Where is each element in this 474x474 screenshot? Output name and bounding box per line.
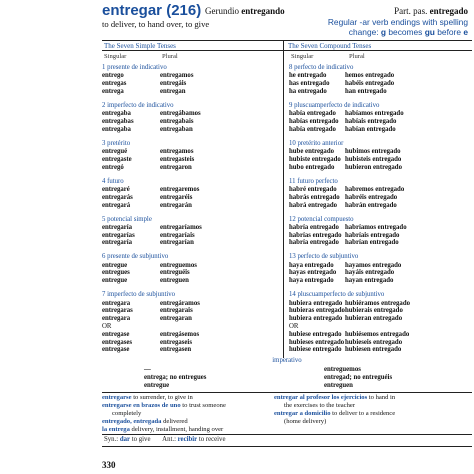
singular-form: entregases bbox=[102, 338, 133, 346]
singular-form: entregó bbox=[102, 163, 124, 171]
conjugation-row bbox=[289, 262, 465, 270]
plural-form: habríamos entregado bbox=[345, 223, 407, 231]
plural-form: hubieran entregado bbox=[345, 315, 403, 323]
singular-form: entregas bbox=[102, 80, 127, 88]
plural-form: habíamos entregado bbox=[345, 110, 404, 118]
conjugation-row bbox=[289, 315, 465, 323]
plural-form: habríais entregado bbox=[345, 231, 400, 239]
imperative-singular-1: — bbox=[144, 366, 151, 373]
plural-form: hubimos entregado bbox=[345, 148, 401, 156]
singular-form: entrego bbox=[102, 72, 124, 80]
conjugation-row bbox=[102, 232, 278, 240]
singular-form: he entregado bbox=[289, 72, 327, 80]
conjugation-row bbox=[102, 72, 278, 80]
imperative-section bbox=[102, 357, 472, 393]
simple-tenses-column bbox=[102, 64, 278, 360]
past-participle-value: entregado bbox=[429, 6, 468, 16]
singular-form: hubo entregado bbox=[289, 163, 335, 171]
tense-name: 10 pretérito anterior bbox=[289, 139, 344, 147]
conjugation-row bbox=[289, 239, 465, 247]
plural-form: entreguemos bbox=[160, 261, 197, 269]
singular-form: habrías entregado bbox=[289, 231, 342, 239]
conjugation-row bbox=[289, 80, 465, 88]
conjugation-row bbox=[289, 346, 465, 354]
conjugation-row bbox=[289, 186, 465, 194]
conjugation-row bbox=[289, 88, 465, 96]
conjugation-row bbox=[289, 307, 465, 315]
plural-form: hubiesen entregado bbox=[345, 346, 402, 354]
singular-form: entregaba bbox=[102, 125, 131, 133]
singular-form: entregase bbox=[102, 330, 130, 338]
grid-top-rule bbox=[102, 40, 472, 41]
or-label: OR bbox=[289, 322, 299, 330]
imperative-plural-3: entreguen bbox=[324, 382, 353, 389]
plural-form: entregamos bbox=[160, 148, 194, 156]
compound-tenses-heading: The Seven Compound Tenses bbox=[288, 42, 372, 50]
simple-tense-4 bbox=[102, 178, 278, 210]
singular-form: hubieses entregado bbox=[289, 338, 345, 346]
plural-form: entregabais bbox=[160, 117, 194, 125]
past-participle-label: Part. pas. bbox=[394, 6, 428, 16]
conjugation-row bbox=[102, 110, 278, 118]
compound-tense-3 bbox=[289, 140, 465, 172]
phrase-1: entregarse to surrender, to give in bbox=[102, 394, 193, 401]
imperative-singular-2: entrega; no entregues bbox=[144, 374, 207, 381]
conjugation-row bbox=[289, 339, 465, 347]
singular-form: habrá entregado bbox=[289, 201, 338, 209]
plural-form: entregaríamos bbox=[160, 223, 202, 231]
conjugation-row bbox=[102, 331, 278, 339]
singular-form: entregara bbox=[102, 299, 131, 307]
plural-form: entregáramos bbox=[160, 299, 200, 307]
gerund-label: Gerundio bbox=[205, 6, 239, 16]
compound-singular-label: Singular bbox=[291, 53, 314, 60]
singular-form: has entregado bbox=[289, 80, 330, 88]
imperative-plural-2: entregad; no entreguéis bbox=[324, 374, 393, 381]
singular-form: habías entregado bbox=[289, 117, 339, 125]
imperative-plural-1: entreguemos bbox=[324, 366, 361, 373]
antonym: Ant.: recibir to receive bbox=[162, 436, 226, 443]
singular-form: había entregado bbox=[289, 110, 336, 118]
plural-form: habíais entregado bbox=[345, 117, 397, 125]
singular-form: hubiese entregado bbox=[289, 330, 342, 338]
singular-form: habrás entregado bbox=[289, 193, 340, 201]
compound-tense-5 bbox=[289, 216, 465, 248]
singular-form: entrega bbox=[102, 87, 124, 95]
singular-form: habría entregado bbox=[289, 239, 339, 247]
conjugation-row bbox=[289, 126, 465, 134]
plural-form: entregaseis bbox=[160, 338, 192, 346]
synonym: Syn.: dar to give bbox=[104, 436, 151, 443]
plural-form: entreguen bbox=[160, 277, 189, 285]
simple-tense-3 bbox=[102, 140, 278, 172]
verb-number: (216) bbox=[166, 2, 202, 19]
plural-form: entregáis bbox=[160, 80, 187, 88]
tense-name: 7 imperfecto de subjuntivo bbox=[102, 291, 176, 299]
singular-form: entregase bbox=[102, 346, 130, 354]
plural-form: entregarais bbox=[160, 307, 193, 315]
tense-name: 1 presente de indicativo bbox=[102, 64, 167, 71]
plural-form: entregarían bbox=[160, 239, 194, 247]
compound-tense-7 bbox=[289, 291, 465, 354]
tense-name: 8 perfecto de indicativo bbox=[289, 64, 354, 71]
plural-form: habremos entregado bbox=[345, 185, 405, 193]
plural-form: entregaron bbox=[160, 163, 192, 171]
conjugation-row bbox=[102, 224, 278, 232]
conjugation-row bbox=[289, 269, 465, 277]
singular-form: entregabas bbox=[102, 117, 134, 125]
plural-form: hayáis entregado bbox=[345, 269, 395, 277]
conjugation-row bbox=[102, 262, 278, 270]
singular-form: entregarías bbox=[102, 231, 135, 239]
plural-form: hayamos entregado bbox=[345, 261, 402, 269]
singular-form: hube entregado bbox=[289, 148, 335, 156]
tense-name: 9 pluscuamperfecto de indicativo bbox=[289, 101, 380, 109]
compound-tense-4 bbox=[289, 178, 465, 210]
singular-form: entregue bbox=[102, 277, 128, 285]
compound-tense-1 bbox=[289, 64, 465, 96]
tense-name: 5 potencial simple bbox=[102, 215, 152, 223]
conjugation-row bbox=[102, 118, 278, 126]
plural-form: entregaríais bbox=[160, 231, 195, 239]
gerund bbox=[205, 6, 285, 16]
plural-form: entregan bbox=[160, 87, 186, 95]
compound-tense-2 bbox=[289, 102, 465, 134]
simple-tense-5 bbox=[102, 216, 278, 248]
plural-form: entregábamos bbox=[160, 110, 201, 118]
phrase-2-continued: completely bbox=[112, 410, 142, 417]
plural-form: habrían entregado bbox=[345, 239, 399, 247]
phrase-5-continued: the exercises to the teacher bbox=[284, 402, 356, 409]
conjugation-row bbox=[289, 277, 465, 285]
singular-form: entregues bbox=[102, 269, 130, 277]
conjugation-row bbox=[289, 232, 465, 240]
conjugation-row bbox=[289, 224, 465, 232]
imperative-singular-3: entregue bbox=[144, 382, 170, 389]
conjugation-row bbox=[289, 300, 465, 308]
plural-form: habréis entregado bbox=[345, 193, 398, 201]
singular-form: entregue bbox=[102, 261, 128, 269]
singular-form: entregará bbox=[102, 201, 131, 209]
plural-form: hubieron entregado bbox=[345, 163, 402, 171]
singular-form: hubiese entregado bbox=[289, 346, 342, 354]
phrase-3: entregado, entregada delivered bbox=[102, 418, 188, 425]
conjugation-row bbox=[289, 156, 465, 164]
tense-name: 11 futuro perfecto bbox=[289, 177, 338, 185]
plural-form: entreguéis bbox=[160, 269, 190, 277]
conjugation-row bbox=[102, 88, 278, 96]
synonym-antonym-line bbox=[102, 436, 472, 446]
simple-plural-label: Plural bbox=[162, 53, 178, 60]
synonym-bottom-rule bbox=[102, 446, 472, 447]
imperative-title: imperativo bbox=[272, 357, 302, 364]
phrase-2: entregarse en brazos de uno to trust someone bbox=[102, 402, 226, 409]
plural-form: entregásemos bbox=[160, 330, 200, 338]
plural-form: entregaremos bbox=[160, 185, 200, 193]
conjugation-row bbox=[289, 202, 465, 210]
singular-form: entregaré bbox=[102, 185, 130, 193]
plural-form: entregamos bbox=[160, 72, 194, 80]
singular-form: entregué bbox=[102, 148, 128, 156]
conjugation-row bbox=[289, 164, 465, 172]
conjugation-row bbox=[102, 339, 278, 347]
plural-form: hubisteis entregado bbox=[345, 155, 402, 163]
related-phrases bbox=[102, 393, 472, 435]
conjugation-row bbox=[102, 277, 278, 285]
synonym-top-rule bbox=[102, 434, 472, 435]
phrase-6-continued: (home delivery) bbox=[284, 418, 327, 425]
plural-form: habrán entregado bbox=[345, 201, 397, 209]
plural-form: hubierais entregado bbox=[345, 307, 403, 315]
plural-form: han entregado bbox=[345, 87, 387, 95]
tense-name: 12 potencial compuesto bbox=[289, 215, 354, 223]
tense-name: 3 pretérito bbox=[102, 139, 131, 147]
singular-form: entregaba bbox=[102, 110, 131, 118]
heading-rule bbox=[102, 50, 472, 51]
conjugation-row bbox=[102, 307, 278, 315]
tense-grid bbox=[102, 40, 472, 358]
plural-form: hubiésemos entregado bbox=[345, 330, 410, 338]
singular-form: haya entregado bbox=[289, 261, 334, 269]
conjugation-row bbox=[289, 72, 465, 80]
conjugation-row bbox=[102, 164, 278, 172]
conjugation-row bbox=[102, 202, 278, 210]
singular-form: entregaras bbox=[102, 307, 133, 315]
conjugation-row bbox=[102, 269, 278, 277]
column-divider bbox=[283, 40, 284, 358]
simple-tense-2 bbox=[102, 102, 278, 134]
compound-plural-label: Plural bbox=[349, 53, 365, 60]
conjugation-row bbox=[102, 300, 278, 308]
plural-form: hubiéramos entregado bbox=[345, 299, 411, 307]
singular-form: hubiera entregado bbox=[289, 299, 343, 307]
singular-form: hubiera entregado bbox=[289, 315, 343, 323]
gerund-value: entregando bbox=[241, 6, 285, 16]
singular-form: ha entregado bbox=[289, 87, 327, 95]
simple-tense-1 bbox=[102, 64, 278, 96]
plural-form: hayan entregado bbox=[345, 277, 394, 285]
conjugation-row bbox=[289, 148, 465, 156]
page-number: 330 bbox=[102, 460, 116, 470]
plural-form: entregasteis bbox=[160, 155, 195, 163]
conjugation-row bbox=[102, 346, 278, 354]
phrases-top-rule bbox=[102, 392, 472, 393]
singular-form: habré entregado bbox=[289, 185, 337, 193]
plural-form: entregaban bbox=[160, 125, 193, 133]
conjugation-row bbox=[289, 331, 465, 339]
conjugation-rule bbox=[298, 17, 468, 37]
tense-name: 6 presente de subjuntivo bbox=[102, 253, 169, 261]
verb-title bbox=[102, 2, 201, 19]
singular-form: haya entregado bbox=[289, 277, 334, 285]
verb-infinitive: entregar bbox=[102, 2, 163, 19]
singular-form: entregaría bbox=[102, 239, 133, 247]
plural-form: entregarán bbox=[160, 201, 192, 209]
past-participle bbox=[394, 6, 468, 16]
singular-form: entregaste bbox=[102, 155, 132, 163]
plural-form: entregaréis bbox=[160, 193, 193, 201]
compound-tenses-column bbox=[289, 64, 465, 360]
singular-form: habría entregado bbox=[289, 223, 339, 231]
conjugation-row bbox=[102, 148, 278, 156]
tense-name: 4 futuro bbox=[102, 177, 124, 185]
plural-form: entregaran bbox=[160, 315, 192, 323]
conjugation-row bbox=[102, 194, 278, 202]
simple-tenses-heading: The Seven Simple Tenses bbox=[104, 42, 176, 50]
verb-meaning: to deliver, to hand over, to give bbox=[102, 19, 210, 29]
singular-form: hubiste entregado bbox=[289, 155, 341, 163]
conjugation-row bbox=[289, 110, 465, 118]
phrase-4: la entrega delivery, installment, handing over bbox=[102, 426, 224, 433]
rule-line-1: Regular -ar verb endings with spelling bbox=[327, 17, 468, 27]
singular-form: entregaría bbox=[102, 223, 133, 231]
conjugation-row bbox=[289, 118, 465, 126]
plural-form: habéis entregado bbox=[345, 80, 395, 88]
plural-form: hemos entregado bbox=[345, 72, 395, 80]
rule-line-2: change: g becomes gu before e bbox=[348, 27, 468, 37]
conjugation-row bbox=[102, 315, 278, 323]
simple-tense-6 bbox=[102, 253, 278, 285]
phrase-6: entregar a domicilio to deliver to a residence bbox=[274, 410, 396, 417]
or-label: OR bbox=[102, 322, 112, 330]
singular-form: había entregado bbox=[289, 125, 336, 133]
conjugation-row bbox=[102, 126, 278, 134]
simple-singular-label: Singular bbox=[104, 53, 127, 60]
tense-name: 13 perfecto de subjuntivo bbox=[289, 253, 359, 261]
phrase-5: entregar al profesor los ejercicios to hand in bbox=[274, 394, 396, 401]
simple-tense-7 bbox=[102, 291, 278, 354]
plural-form: hubieseis entregado bbox=[345, 338, 403, 346]
conjugation-row bbox=[102, 156, 278, 164]
singular-form: hayas entregado bbox=[289, 269, 337, 277]
plural-form: habían entregado bbox=[345, 125, 396, 133]
singular-form: entregara bbox=[102, 315, 131, 323]
conjugation-row bbox=[289, 194, 465, 202]
tense-name: 2 imperfecto de indicativo bbox=[102, 101, 174, 109]
tense-name: 14 pluscuamperfecto de subjuntivo bbox=[289, 291, 385, 299]
singular-form: entregarás bbox=[102, 193, 133, 201]
conjugation-row bbox=[102, 80, 278, 88]
compound-tense-6 bbox=[289, 253, 465, 285]
conjugation-row bbox=[102, 239, 278, 247]
singular-form: hubieras entregado bbox=[289, 307, 345, 315]
plural-form: entregasen bbox=[160, 346, 192, 354]
conjugation-row bbox=[102, 186, 278, 194]
